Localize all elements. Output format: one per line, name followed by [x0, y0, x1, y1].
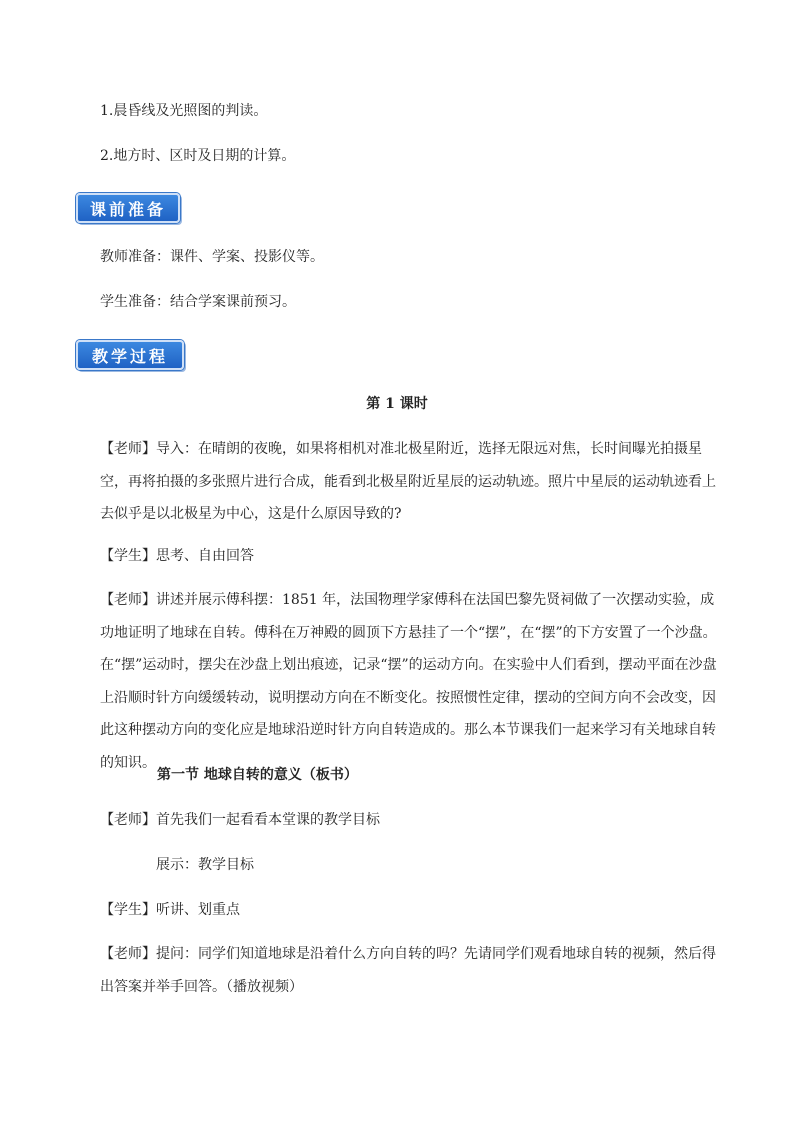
paragraph-foucault: 【老师】讲述并展示傅科摆：1851 年，法国物理学家傅科在法国巴黎先贤祠做了一次摆动实验，成功地证明了地球在自转。傅科在万神殿的圆顶下方悬挂了一个“摆”，在“摆”的下方安置了一个沙盘。在“摆”运动时，摆尖在沙盘上划出痕迹，记录“摆”的运动方向。在实验中人们看到，摆动平面在沙盘上沿顺时针方向缓缓转动，说明摆动方向在不断变化。按照惯性定律，摆动的空间方向不会改变，因此这种摆动方向的变化应是地球沿逆时针方向自转造成的。那么本节课我们一起来学习有关地球自转的知识。 — [100, 592, 717, 771]
paragraph-objectives-intro: 【老师】首先我们一起看看本堂课的教学目标 — [100, 812, 380, 828]
section-heading: 第一节 地球自转的意义（板书） — [157, 767, 358, 783]
objective-item-2: 2.地方时、区时及日期的计算。 — [100, 148, 296, 164]
teacher-prep-text: 教师准备：课件、学案、投影仪等。 — [100, 249, 324, 265]
student-prep-text: 学生准备：结合学案课前预习。 — [100, 294, 296, 310]
paragraph-question: 【老师】提问：同学们知道地球是沿着什么方向自转的吗？先请同学们观看地球自转的视频，然后得出答案并举手回答。（播放视频） — [100, 946, 716, 995]
objective-item-1: 1.晨昏线及光照图的判读。 — [100, 103, 268, 119]
paragraph-show-objectives: 展示：教学目标 — [156, 857, 254, 873]
section-badge-prep: 课前准备 — [76, 193, 180, 223]
section-badge-process: 教学过程 — [76, 340, 184, 370]
lesson-title: 第 1 课时 — [366, 396, 428, 412]
paragraph-student-listen: 【学生】听讲、划重点 — [100, 902, 240, 918]
paragraph-intro: 【老师】导入：在晴朗的夜晚，如果将相机对准北极星附近，选择无限远对焦，长时间曝光拍摄星空，再将拍摄的多张照片进行合成，能看到北极星附近星辰的运动轨迹。照片中星辰的运动轨迹看上去似乎是以北极星为中心，这是什么原因导致的? — [100, 441, 716, 522]
paragraph-student-think: 【学生】思考、自由回答 — [100, 548, 254, 564]
